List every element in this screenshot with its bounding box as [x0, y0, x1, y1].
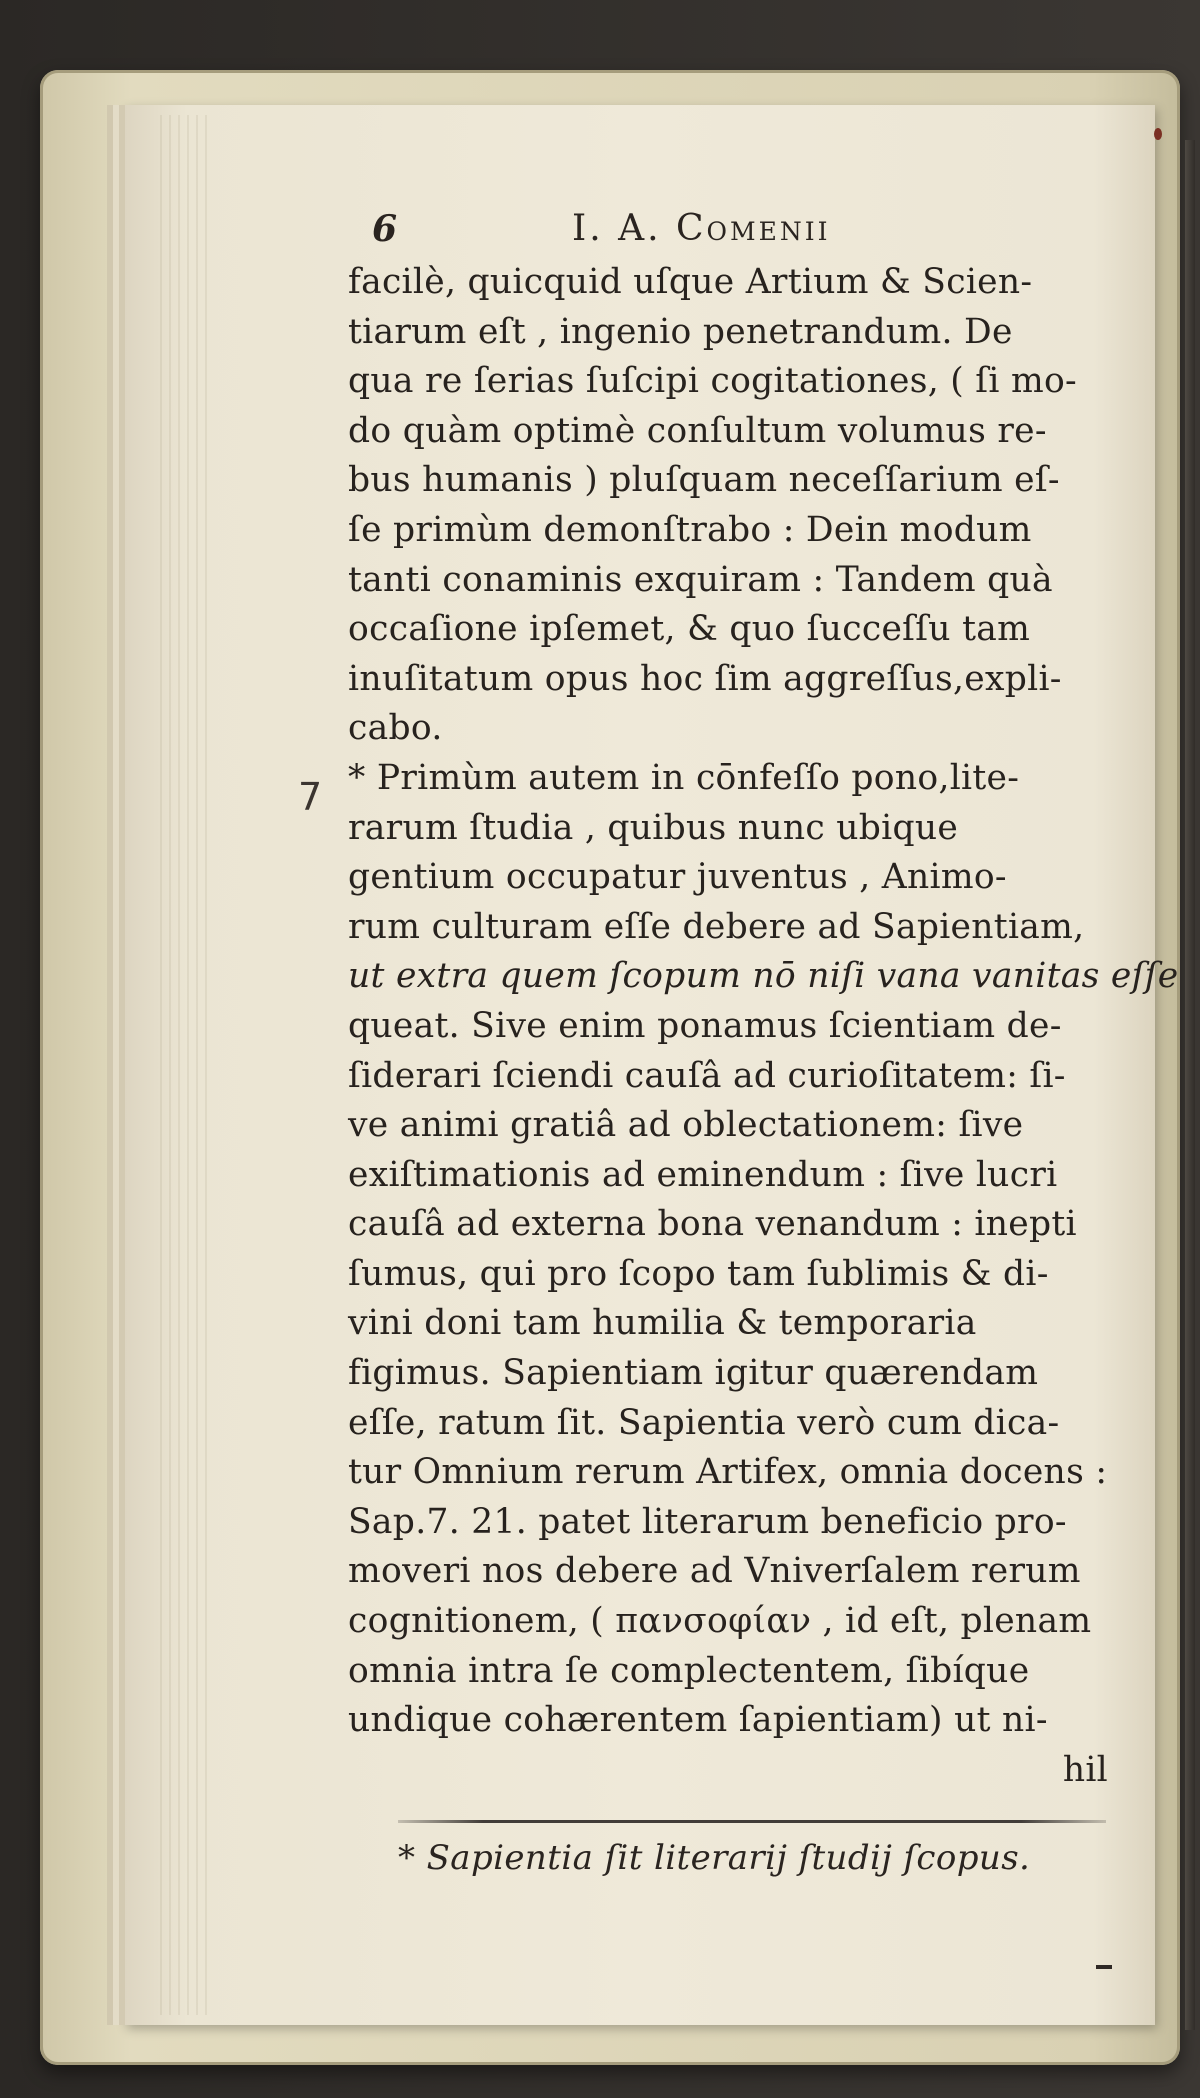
running-title: I. A. Comenii: [572, 208, 831, 249]
text-line: omnia intra ſe complectentem, ſibíque: [348, 1650, 1030, 1691]
text-line: queat. Sive enim ponamus ſcientiam de-: [348, 1005, 1062, 1046]
text-line: moveri nos debere ad Vniverſalem rerum: [348, 1551, 1081, 1592]
text-line: inuſitatum opus hoc ſim aggreſſus,expli-: [348, 658, 1062, 699]
text-line: undique cohærentem ſapientiam) ut ni-: [348, 1700, 1048, 1741]
running-head: [372, 208, 932, 260]
text-line: rum culturam eſſe debere ad Sapientiam,: [348, 906, 1085, 947]
ink-stain: [1154, 128, 1162, 140]
marginal-numeral: 7: [298, 775, 323, 819]
text-line: vini doni tam humilia & temporaria: [348, 1303, 977, 1344]
catchword: hil: [1062, 1749, 1108, 1790]
text-line: occaſione ipſemet, & quo ſucceſſu tam: [348, 609, 1031, 650]
text-line: tanti conaminis exquiram : Tandem quà: [348, 559, 1053, 600]
text-line: ve animi gratiâ ad oblectationem: ſive: [348, 1105, 1024, 1146]
body-text: [348, 258, 1179, 1795]
text-line: exiſtimationis ad eminendum : ſive lucri: [348, 1154, 1058, 1195]
text-line: figimus. Sapientiam igitur quærendam: [348, 1353, 1039, 1394]
text-line: bus humanis ) pluſquam neceſſarium eſ-: [348, 460, 1060, 501]
text-line: ſiderari ſciendi cauſâ ad curioſitatem: ſi-: [348, 1055, 1066, 1096]
text-line: * Primùm autem in cōnfeſſo pono,lite-: [348, 757, 1020, 798]
text-line: rarum ſtudia , quibus nunc ubique: [348, 807, 959, 848]
text-line: facilè, quicquid uſque Artium & Scien-: [348, 262, 1033, 302]
right-page-edge: [1185, 140, 1195, 2030]
text-line: tiarum eſt , ingenio penetrandum. De: [348, 311, 1013, 352]
text-line: cauſâ ad externa bona venandum : inepti: [348, 1204, 1077, 1245]
footnote: * Sapientia ſit literarij ſtudij ſcopus.: [398, 1838, 1031, 1878]
margin-dash: [1096, 1965, 1112, 1969]
text-line: Sap.7. 21. patet literarum beneficio pro-: [348, 1501, 1067, 1542]
footnote-rule: [398, 1820, 1106, 1823]
text-line: gentium occupatur juventus , Animo-: [348, 857, 1007, 898]
text-line: do quàm optimè conſultum volumus re-: [348, 410, 1047, 451]
text-line: qua re ſerias ſuſcipi cogitationes, ( ſi mo-: [348, 361, 1077, 402]
text-line: eſſe, ratum ſit. Sapientia verò cum dica-: [348, 1402, 1060, 1443]
text-line: ſumus, qui pro ſcopo tam ſublimis & di-: [348, 1253, 1049, 1294]
text-line: cognitionem, ( πανσοφίαν , id eſt, plenam: [348, 1601, 1092, 1642]
text-line: cabo.: [348, 708, 443, 749]
page-edges: [160, 115, 210, 2015]
text-line: tur Omnium rerum Artifex, omnia docens :: [348, 1452, 1108, 1493]
text-line-italic: ut extra quem ſcopum nō niſi vana vanitas eſſe: [348, 956, 1179, 997]
page-number: 6: [372, 208, 400, 250]
text-line: ſe primùm demonſtrabo : Dein modum: [348, 509, 1032, 550]
